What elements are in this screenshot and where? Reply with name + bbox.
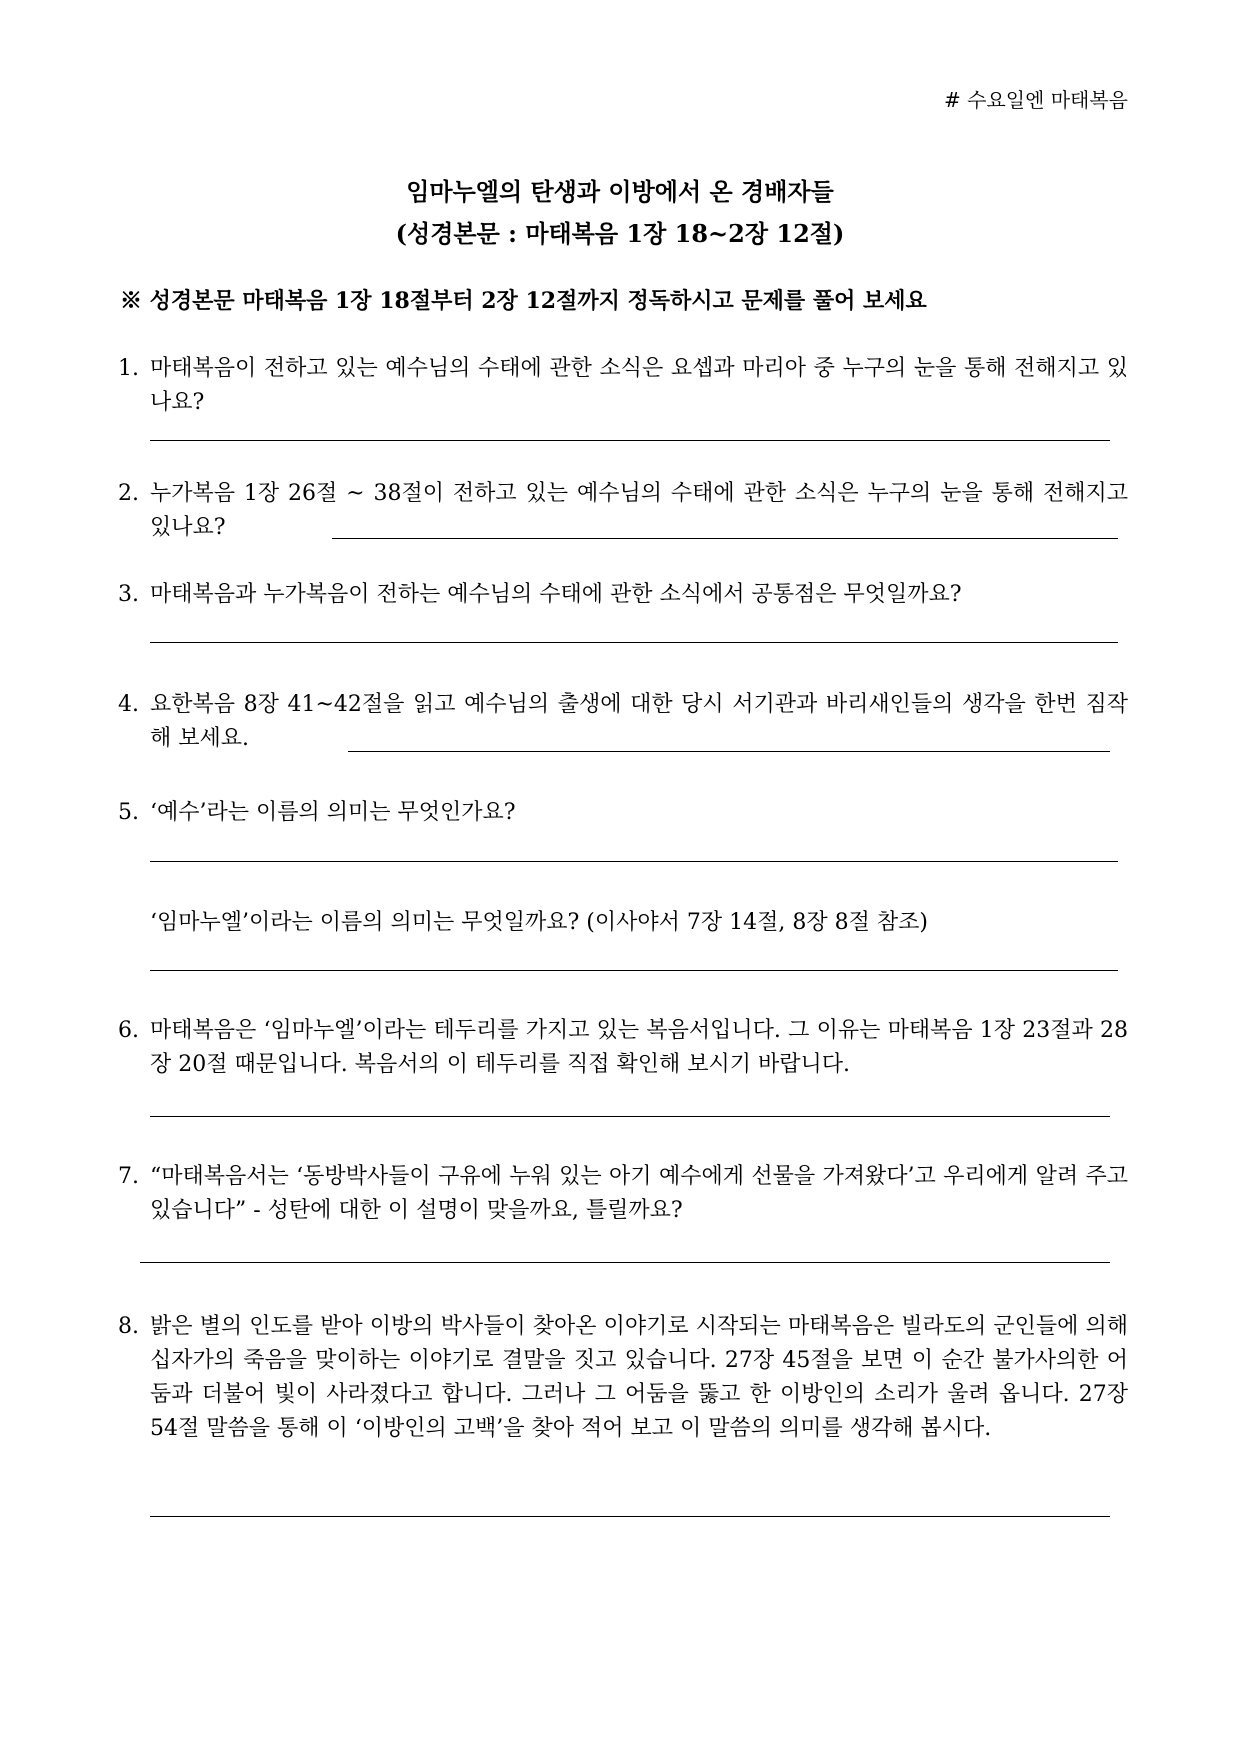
- question-number: 4.: [118, 692, 139, 717]
- question-text: ‘예수’라는 이름의 의미는 무엇인가요?: [150, 800, 516, 825]
- question-text: “마태복음서는 ‘동방박사들이 구유에 누워 있는 아기 예수에게 선물을 가져왔다’고 우리에게 알려 주고 있습니다” - 성탄에 대한 이 설명이 맞을까요, 틀릴까요?: [150, 1164, 1128, 1223]
- question-text: 마태복음이 전하고 있는 예수님의 수태에 관한 소식은 요셉과 마리아 중 누구의 눈을 통해 전해지고 있나요?: [150, 356, 1128, 415]
- question-7: [118, 1160, 1128, 1228]
- question-number: 2.: [118, 481, 139, 506]
- question-text: 마태복음과 누가복음이 전하는 예수님의 수태에 관한 소식에서 공통점은 무엇일까요?: [150, 582, 962, 607]
- answer-line-5a[interactable]: [150, 861, 1118, 862]
- question-number: 8.: [118, 1314, 139, 1339]
- question-4: [118, 688, 1128, 756]
- question-5: [118, 796, 1128, 830]
- question-number: 1.: [118, 356, 139, 381]
- answer-line-2[interactable]: [332, 538, 1118, 539]
- question-2: [118, 477, 1128, 545]
- question-3: [118, 578, 1128, 612]
- answer-line-1[interactable]: [150, 440, 1110, 441]
- question-text: 누가복음 1장 26절 ~ 38절이 전하고 있는 예수님의 수태에 관한 소식은 누구의 눈을 통해 전해지고 있나요?: [150, 481, 1128, 540]
- answer-line-8[interactable]: [150, 1516, 1110, 1517]
- answer-line-7[interactable]: [140, 1262, 1110, 1263]
- question-1: [118, 352, 1128, 420]
- question-number: 5.: [118, 800, 139, 825]
- question-number: 6.: [118, 1018, 139, 1043]
- answer-line-4[interactable]: [348, 751, 1110, 752]
- hashtag-label: # 수요일엔 마태복음: [943, 88, 1128, 112]
- instruction-text: ※ 성경본문 마태복음 1장 18절부터 2장 12절까지 정독하시고 문제를 풀어 보세요: [120, 288, 927, 314]
- answer-line-6[interactable]: [150, 1116, 1110, 1117]
- question-8: [118, 1310, 1128, 1446]
- answer-line-3[interactable]: [150, 642, 1118, 643]
- question-text: 밝은 별의 인도를 받아 이방의 박사들이 찾아온 이야기로 시작되는 마태복음은 빌라도의 군인들에 의해 십자가의 죽음을 맞이하는 이야기로 결말을 짓고 있습니다. 27장 45절을 보면 이 순간 불가사의한 어둠과 더불어 빛이 사라졌다고 합니다. 그러나 그 어둠을 뚫고 한 이방인의 소리가 울려 옵니다. 27장 54절 말씀을 통해 이 ‘이방인의 고백’을 찾아 적어 보고 이 말씀의 의미를 생각해 봅시다.: [150, 1314, 1128, 1441]
- question-number: 3.: [118, 582, 139, 607]
- page-title: 임마누엘의 탄생과 이방에서 온 경배자들: [406, 177, 834, 206]
- question-number: 7.: [118, 1164, 139, 1189]
- question-text: 마태복음은 ‘임마누엘’이라는 테두리를 가지고 있는 복음서입니다. 그 이유는 마태복음 1장 23절과 28장 20절 때문입니다. 복음서의 이 테두리를 직접 확인해 보시기 바랍니다.: [150, 1018, 1128, 1077]
- question-6: [118, 1014, 1128, 1082]
- answer-line-5b[interactable]: [150, 970, 1118, 971]
- question-5-sub: ‘임마누엘’이라는 이름의 의미는 무엇일까요? (이사야서 7장 14절, 8장 8절 참조): [150, 910, 928, 935]
- scripture-reference: (성경본문 : 마태복음 1장 18~2장 12절): [395, 219, 845, 248]
- question-text: 요한복음 8장 41~42절을 읽고 예수님의 출생에 대한 당시 서기관과 바리새인들의 생각을 한번 짐작해 보세요.: [150, 692, 1128, 751]
